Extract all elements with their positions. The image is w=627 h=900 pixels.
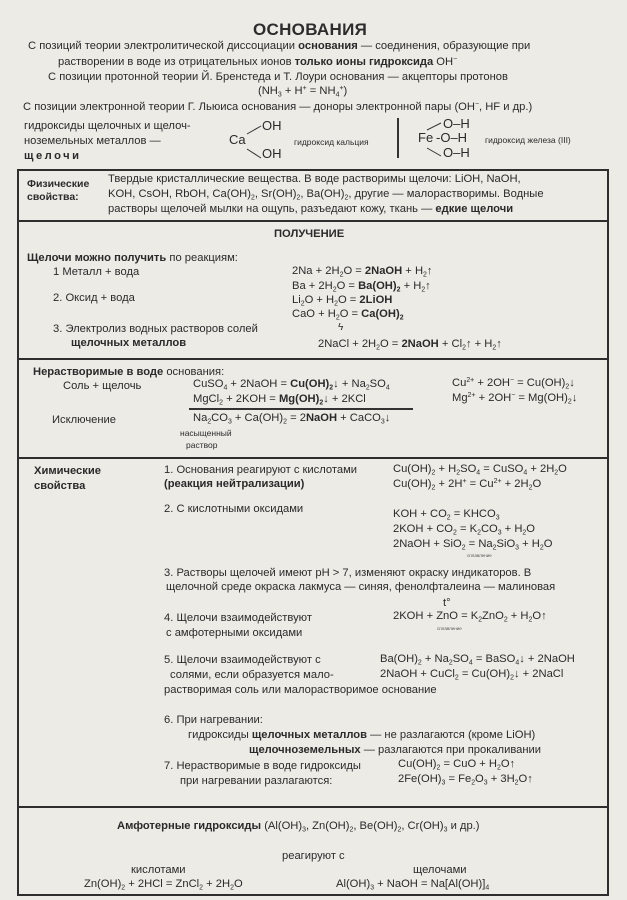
fe-label: гидроксид железа (III) [485,135,571,145]
eq-cuoh2-decompose: $Cu(OH)_2$ = CuO + $H_2O↑$ [398,758,516,772]
chem-prop-1-line-2: (реакция нейтрализации) [164,478,305,490]
physical-label-2: свойства: [27,191,79,203]
ca-bonds [245,122,265,162]
fe-oh-middle: -O–H [436,130,468,145]
amphoteric-heading: Амфотерные гидроксиды ($Al(OH)_3$, $Zn(OH)_2$, $Be(OH)_2$, $Cr(OH)_3$ и др.) [117,820,480,834]
fe-oh-top: O–H [443,116,470,131]
eq-baoh2-na2so4: $Ba(OH)_2 + Na_2SO_4$ = BaSO$_4$↓ + 2NaOH [380,653,575,667]
method-3-line-2: щелочных металлов [71,337,187,349]
eq-cuoh2-ionic: $Cu(OH)_2 + 2H^+ = Cu^{2+} + 2H_2O$ [393,478,542,492]
eq-znoh2-hcl: $Zn(OH)_2 + 2HCl$ = ZnCl$_2$ + $2H_2O$ [84,878,243,892]
chem-prop-6: 6. При нагревании: [164,714,263,726]
chemical-label-1: Химические [34,465,101,477]
method-3-line-1: 3. Электролиз водных растворов солей [53,323,258,335]
ca-oh-bottom: OH [262,146,282,161]
eq-cuoh2-h2so4: $Cu(OH)_2 + H_2SO_4$ = CuSO$_4$ + $2H_2O$ [393,463,567,477]
alkali-def-line-1: гидроксиды щелочных и щелоч- [24,120,191,132]
ca-label: гидроксид кальция [294,137,369,147]
eq-koh-co2-khco3: KOH + $CO_2$ = $KHCO_3$ [393,508,500,522]
preparation-heading: ПОЛУЧЕНИЕ [274,228,345,240]
temperature-label: t° [443,597,451,609]
alkali-def-line-3: щелочи [24,150,82,162]
physical-line-2: KOH, CsOH, RbOH, $Ca(OH)_2$, $Sr(OH)_2$, $Ba(OH)_2$, другие — малорастворимы. Водные [108,188,544,202]
chem-prop-6-alkali: гидроксиды щелочных металлов — не разлагаются (кроме LiOH) [188,729,536,741]
physical-line-1: Твердые кристаллические вещества. В воде растворимы щелочи: LiOH, NaOH, [108,173,521,185]
alkalis-label: щелочами [413,864,467,876]
divider-physical [17,220,609,222]
chem-prop-2: 2. С кислотными оксидами [164,503,304,515]
intro-line-4-proton-equation: $(NH_3 + H^+ = NH_4^+)$ [258,85,348,99]
eq-naoh-cucl2: 2NaOH + CuCl$_2$ = $Cu(OH)_2↓$ + 2NaCl [380,668,564,682]
eq-na2co3-caoh2: $Na_2CO_3 + Ca(OH)_2$ = 2NaOH + CaCO$_3$↓ [193,412,391,426]
intro-line-2: растворении в воде из отрицательных ионов только ионы гидроксида OH− [58,56,458,68]
intro-line-1: С позиций теории электролитической диссоциации основания — соединения, образующие при [28,40,531,52]
eq-koh-zno: 2KOH + ZnO = $K_2ZnO_2$ + $H_2O↑$ [393,610,547,624]
alkali-def-line-2: ноземельных металлов — [24,135,161,147]
eq-mgcl2-koh: MgCl$_2$ + $2KOH = Mg(OH)_2↓ + 2KCl$ [193,393,366,407]
divider-chemical [17,457,609,459]
insoluble-heading: Нерастворимые в воде основания: [33,366,225,378]
eq-naoh-sio2: 2NaOH + $SiO_2 = Na_2SiO_3 + H_2O$ [393,538,553,552]
chem-prop-5-line-2: солями, если образуется мало- [170,669,334,681]
saturated-label-1: насыщенный [180,428,232,438]
chem-prop-7-line-2: при нагревании разлагаются: [180,775,333,787]
preparation-intro: Щелочи можно получить по реакциям: [27,252,238,264]
chem-prop-5-line-1: 5. Щелочи взаимодействуют с [164,654,321,666]
chem-prop-5-line-3: растворимая соль или малорастворимое основание [164,684,437,696]
chem-prop-3-line-2: щелочной среде окраска лакмуса — синяя, фенолфталеина — малиновая [166,581,556,593]
intro-line-3: С позиции протонной теории Й. Бренстеда и Т. Лоури основания — акцепторы протонов [48,71,508,83]
fusion-label-2: сплавление [437,626,462,631]
eq-li2o-water: $Li_2O + H_2O$ = 2LiOH [292,294,393,308]
exception-label: Исключение [52,414,117,426]
chem-prop-6-alkaline-earth: щелочноземельных — разлагаются при прокаливании [249,744,542,756]
react-with-label: реагируют с [282,850,345,862]
method-1: 1 Металл + вода [53,266,140,278]
eq-electrolysis: 2NaCl + $2H_2O$ = 2NaOH + $Cl_2↑$ + $H_2↑$ [318,338,502,352]
eq-cuso4-naoh: CuSO$_4$ + 2NaOH = $Cu(OH)_2↓ + Na_2SO_4$ [193,378,390,392]
page-title: ОСНОВАНИЯ [253,20,368,39]
eq-koh-co2-k2co3: $2KOH + CO_2 = K_2CO_3 + H_2O$ [393,523,535,537]
physical-line-3: растворы щелочей мылки на ощупь, разъедают кожу, ткань — едкие щелочи [108,203,514,215]
electrolysis-icon: ϟ [338,322,344,333]
fusion-label-1: сплавление [467,553,492,558]
eq-feoh3-decompose: $2Fe(OH)_3 = Fe_2O_3$ + $3H_2O↑$ [398,773,533,787]
saturated-label-2: раствор [186,440,218,450]
ca-atom: Ca [229,132,246,147]
eq-na-water: $2Na + 2H_2O$ = 2NaOH + $H_2↑$ [292,265,433,279]
chem-prop-4-line-2: с амфотерными оксидами [166,627,303,639]
chem-prop-1-line-1: 1. Основания реагируют с кислотами [164,464,358,476]
chemical-label-2: свойства [34,480,86,492]
chem-prop-7-line-1: 7. Нерастворимые в воде гидроксиды [164,760,361,772]
intro-line-5: С позиции электронной теории Г. Льюиса основания — доноры электронной пары (OH−, HF и др.) [23,101,533,113]
ca-oh-top: OH [262,118,282,133]
fe-atom: Fe [418,130,434,145]
fe-oh-bottom: O–H [443,145,470,160]
eq-cao-water: CaO + $H_2O = Ca(OH)_2$ [292,308,404,322]
chem-prop-3-line-1: 3. Растворы щелочей имеют pH > 7, изменяют окраску индикаторов. В [164,567,532,579]
eq-cu-ionic: $Cu^{2+} + 2OH^-$ = $Cu(OH)_2↓$ [452,377,575,391]
salt-alkali-label: Соль + щелочь [63,380,142,392]
physical-label-1: Физические [27,178,90,190]
divider-insoluble [17,358,609,360]
method-2: 2. Оксид + вода [53,292,135,304]
structure-divider [397,118,399,158]
divider-amphoteric [17,806,609,808]
acids-label: кислотами [131,864,186,876]
chem-prop-4-line-1: 4. Щелочи взаимодействуют [164,612,312,624]
eq-aloh3-naoh: $Al(OH)_3$ + NaOH = $Na[Al(OH)]_4$ [336,878,490,892]
eq-mg-ionic: $Mg^{2+} + 2OH^-$ = $Mg(OH)_2↓$ [452,392,578,406]
fe-bonds [425,118,445,160]
exception-divider [189,408,413,410]
eq-ba-water: $Ba + 2H_2O = Ba(OH)_2$ + $H_2↑$ [292,280,431,294]
